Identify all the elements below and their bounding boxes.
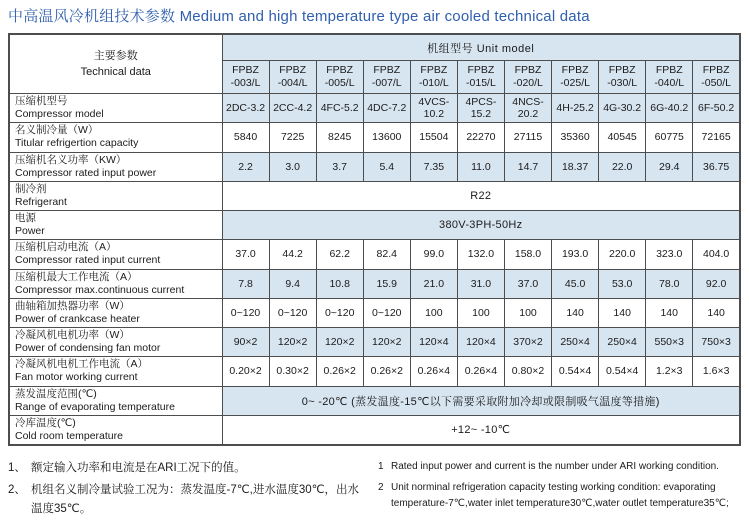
data-cell: 14.7	[504, 152, 551, 181]
data-cell: 9.4	[269, 269, 316, 298]
data-cell: 550×3	[646, 328, 693, 357]
note-number: 1、	[8, 462, 26, 474]
data-cell: 4VCS-10.2	[410, 94, 457, 123]
row-label-zh: 压缩机型号	[15, 95, 68, 107]
corner-header-zh: 主要参数	[93, 49, 138, 62]
data-cell: 21.0	[410, 269, 457, 298]
data-cell: 29.4	[646, 152, 693, 181]
row-label-zh: 压缩机名义功率（KW）	[15, 153, 127, 166]
model-series-label: FPBZ	[373, 63, 401, 76]
row-label-en: Power	[15, 225, 45, 238]
row-label	[9, 298, 222, 327]
data-cell: 4PCS-15.2	[457, 94, 504, 123]
data-cell: 750×3	[693, 328, 740, 357]
data-cell: 99.0	[410, 240, 457, 269]
data-cell: 10.8	[316, 269, 363, 298]
data-cell: 0~120	[222, 298, 269, 327]
data-cell: 15504	[410, 123, 457, 152]
data-cell: 3.0	[269, 152, 316, 181]
note-text: 额定输入功率和电流是在ARI工况下的值。	[31, 462, 246, 474]
note-chinese	[8, 459, 364, 477]
data-cell: 45.0	[552, 269, 599, 298]
model-number-label: -003/L	[230, 77, 261, 89]
row-label-zh: 压缩机启动电流（A）	[15, 241, 117, 254]
data-cell: 37.0	[222, 240, 269, 269]
data-cell: 13600	[363, 123, 410, 152]
data-cell: 0.26×4	[410, 357, 457, 386]
row-label-zh: 冷凝风机电机工作电流（A）	[15, 358, 149, 371]
model-series-label: FPBZ	[279, 63, 307, 76]
row-label-zh: 压缩机最大工作电流（A）	[15, 270, 138, 283]
data-cell: 2CC-4.2	[269, 94, 316, 123]
row-label-en: Compressor rated input current	[15, 254, 161, 267]
data-cell: 72165	[693, 123, 740, 152]
data-cell: 0.54×4	[599, 357, 646, 386]
row-label-en: Fan motor working current	[15, 371, 138, 384]
row-label-zh: 名义制冷量（W）	[15, 124, 99, 137]
data-cell: 0.26×4	[457, 357, 504, 386]
data-cell: 15.9	[363, 269, 410, 298]
data-cell-span: +12~ -10℃	[222, 415, 740, 445]
data-cell: 40545	[599, 123, 646, 152]
note-number: 2	[378, 481, 384, 493]
data-cell: 120×2	[316, 328, 363, 357]
data-cell: 0.54×4	[552, 357, 599, 386]
model-series-label: FPBZ	[514, 63, 542, 76]
row-label-zh: 制冷剂	[15, 182, 47, 195]
data-cell: 62.2	[316, 240, 363, 269]
unit-model-column-header	[457, 61, 504, 94]
data-cell: 370×2	[504, 328, 551, 357]
data-cell: 100	[410, 298, 457, 327]
data-cell: 3.7	[316, 152, 363, 181]
data-cell: 0.20×2	[222, 357, 269, 386]
model-number-label: -025/L	[560, 77, 590, 89]
notes-section	[8, 459, 741, 522]
data-cell: 323.0	[646, 240, 693, 269]
table-row	[9, 181, 740, 210]
data-cell: 250×4	[599, 328, 646, 357]
model-series-label: FPBZ	[608, 63, 636, 76]
data-cell: 7.8	[222, 269, 269, 298]
table-row	[9, 269, 740, 298]
row-label-en: Power of crankcase heater	[15, 312, 140, 325]
data-cell: 4NCS-20.2	[504, 94, 551, 123]
note-text: Rated input power and current is the number under ARI working condition.	[391, 461, 719, 472]
data-cell: 5.4	[363, 152, 410, 181]
data-cell: 158.0	[504, 240, 551, 269]
unit-model-column-header	[222, 61, 269, 94]
row-label	[9, 269, 222, 298]
unit-model-column-header	[504, 61, 551, 94]
model-series-label: FPBZ	[232, 63, 259, 76]
unit-model-column-header	[646, 61, 693, 94]
model-number-label: -010/L	[418, 77, 449, 89]
data-cell: 60775	[646, 123, 693, 152]
row-label	[9, 211, 222, 240]
data-cell: 44.2	[269, 240, 316, 269]
data-cell: 1.6×3	[693, 357, 740, 386]
table-row	[9, 328, 740, 357]
data-cell: 36.75	[693, 152, 740, 181]
data-cell: 27115	[504, 123, 551, 152]
data-cell: 31.0	[457, 269, 504, 298]
row-label-en: Refrigerant	[15, 195, 67, 208]
note-english	[378, 459, 741, 476]
row-label	[9, 328, 222, 357]
data-cell: 92.0	[693, 269, 740, 298]
data-cell: 140	[599, 298, 646, 327]
data-cell: 4DC-7.2	[363, 94, 410, 123]
data-cell: 11.0	[457, 152, 504, 181]
model-number-label: -015/L	[466, 77, 496, 89]
technical-data-table	[8, 33, 741, 446]
row-label-zh: 冷库温度(℃)	[15, 416, 76, 429]
data-cell: 140	[693, 298, 740, 327]
model-series-label: FPBZ	[702, 63, 730, 76]
data-cell: 0~120	[363, 298, 410, 327]
data-cell: 100	[457, 298, 504, 327]
table-row	[9, 152, 740, 181]
unit-model-column-header	[363, 61, 410, 94]
data-cell-span: 0~ -20℃ (蒸发温度-15℃以下需要采取附加冷却或限制吸气温度等措施)	[222, 386, 740, 415]
unit-model-column-header	[599, 61, 646, 94]
data-cell: 6F-50.2	[693, 94, 740, 123]
table-row	[9, 123, 740, 152]
table-row	[9, 357, 740, 386]
data-cell-span: R22	[222, 181, 740, 210]
data-cell: 0.26×2	[363, 357, 410, 386]
data-cell: 4G-30.2	[599, 94, 646, 123]
model-series-label: FPBZ	[561, 63, 589, 76]
unit-model-column-header	[410, 61, 457, 94]
model-series-label: FPBZ	[420, 63, 448, 76]
data-cell: 8245	[316, 123, 363, 152]
row-label	[9, 357, 222, 386]
corner-header	[9, 34, 222, 94]
row-label	[9, 123, 222, 152]
unit-model-column-header	[552, 61, 599, 94]
note-number: 2、	[8, 484, 26, 497]
data-cell: 53.0	[599, 269, 646, 298]
unit-model-column-header	[693, 61, 740, 94]
data-cell: 22270	[457, 123, 504, 152]
table-row	[9, 386, 740, 415]
data-cell: 120×2	[269, 328, 316, 357]
row-label	[9, 240, 222, 269]
data-cell: 22.0	[599, 152, 646, 181]
row-label-en: Range of evaporating temperature	[15, 400, 175, 413]
data-cell: 1.2×3	[646, 357, 693, 386]
unit-model-column-header	[316, 61, 363, 94]
row-label	[9, 386, 222, 415]
unit-model-header: 机组型号 Unit model	[222, 34, 740, 61]
data-cell: 140	[552, 298, 599, 327]
row-label-zh: 曲轴箱加热器功率（W）	[15, 299, 130, 312]
data-cell: 120×4	[410, 328, 457, 357]
row-label	[9, 94, 222, 123]
notes-english	[378, 459, 741, 522]
model-number-label: -007/L	[371, 77, 402, 89]
data-cell: 0.30×2	[269, 357, 316, 386]
data-cell: 82.4	[363, 240, 410, 269]
row-label-en: Titular refrigertion capacity	[15, 137, 139, 150]
table-header-row	[9, 34, 740, 61]
model-number-label: -004/L	[277, 77, 308, 89]
row-label-en: Compressor rated input power	[15, 166, 157, 179]
data-cell: 0~120	[316, 298, 363, 327]
row-label-en: Power of condensing fan motor	[15, 342, 161, 355]
data-cell: 37.0	[504, 269, 551, 298]
data-cell: 220.0	[599, 240, 646, 269]
data-cell: 4H-25.2	[552, 94, 599, 123]
page-title: 中高温风冷机组技术参数 Medium and high temperature type air cooled technical data	[8, 8, 590, 25]
table-body	[9, 94, 740, 446]
unit-model-column-header	[269, 61, 316, 94]
data-cell: 35360	[552, 123, 599, 152]
data-cell: 404.0	[693, 240, 740, 269]
row-label-zh: 冷凝风机电机功率（W）	[15, 329, 130, 341]
model-number-label: -020/L	[513, 77, 543, 89]
notes-chinese	[8, 459, 364, 522]
row-label	[9, 152, 222, 181]
row-label-zh: 蒸发温度范围(℃)	[15, 387, 97, 400]
data-cell: 7225	[269, 123, 316, 152]
data-cell-span: 380V-3PH-50Hz	[222, 211, 740, 240]
data-cell: 2DC-3.2	[222, 94, 269, 123]
note-text: 机组名义制冷量试验工况为：蒸发温度-7℃,进水温度30℃，出水温度35℃。	[31, 484, 360, 515]
note-chinese	[8, 481, 364, 518]
data-cell: 193.0	[552, 240, 599, 269]
row-label-zh: 电源	[15, 212, 36, 224]
data-cell: 140	[646, 298, 693, 327]
row-label	[9, 181, 222, 210]
note-english	[378, 480, 741, 513]
data-cell: 7.35	[410, 152, 457, 181]
table-row	[9, 94, 740, 123]
data-cell: 120×4	[457, 328, 504, 357]
data-cell: 18.37	[552, 152, 599, 181]
data-cell: 6G-40.2	[646, 94, 693, 123]
data-cell: 90×2	[222, 328, 269, 357]
row-label-en: Compressor max.continuous current	[15, 283, 185, 296]
data-cell: 0.26×2	[316, 357, 363, 386]
model-number-label: -005/L	[324, 77, 355, 89]
model-series-label: FPBZ	[655, 63, 683, 76]
table-row	[9, 415, 740, 445]
data-cell: 120×2	[363, 328, 410, 357]
data-cell: 100	[504, 298, 551, 327]
corner-header-en: Technical data	[80, 66, 151, 78]
data-cell: 0.80×2	[504, 357, 551, 386]
model-series-label: FPBZ	[326, 63, 354, 76]
data-cell: 250×4	[552, 328, 599, 357]
model-series-label: FPBZ	[467, 63, 495, 76]
data-cell: 2.2	[222, 152, 269, 181]
row-label-en: Compressor model	[15, 108, 104, 121]
table-row	[9, 298, 740, 327]
row-label-en: Cold room temperature	[15, 429, 123, 442]
data-cell: 5840	[222, 123, 269, 152]
data-cell: 132.0	[457, 240, 504, 269]
note-number: 1	[378, 461, 384, 472]
model-number-label: -040/L	[654, 77, 685, 89]
data-cell: 4FC-5.2	[316, 94, 363, 123]
row-label	[9, 415, 222, 445]
model-number-label: -050/L	[701, 77, 732, 89]
table-row	[9, 240, 740, 269]
data-cell: 78.0	[646, 269, 693, 298]
data-cell: 0~120	[269, 298, 316, 327]
table-row	[9, 211, 740, 240]
note-text: Unit norminal refrigeration capacity testing working condition: evaporating temperature-7℃,water inlet temperature30℃,water outlet temperature35℃;	[391, 481, 729, 509]
model-number-label: -030/L	[607, 77, 638, 89]
